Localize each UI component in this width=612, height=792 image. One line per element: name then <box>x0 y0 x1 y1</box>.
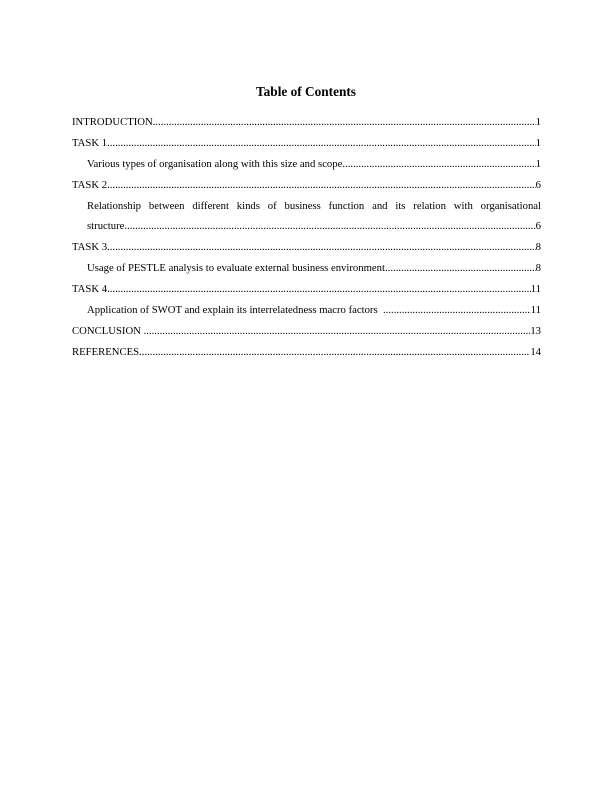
toc-dot-leader <box>153 112 536 133</box>
toc-dot-leader <box>107 237 536 258</box>
toc-dot-leader <box>342 154 535 175</box>
toc-entry-business-function[interactable] <box>72 196 541 238</box>
toc-dot-leader <box>124 216 535 237</box>
toc-page-number: 8 <box>535 262 541 275</box>
toc-page-number: 6 <box>535 178 541 191</box>
toc-page-number: 1 <box>535 157 541 170</box>
toc-page-number: 11 <box>530 304 541 317</box>
toc-entry-label: Usage of PESTLE analysis to evaluate external business environment <box>87 262 385 275</box>
toc-entry-pestle[interactable] <box>72 258 541 279</box>
toc-entry-label: Various types of organisation along with this size and scope <box>87 157 343 170</box>
toc-entry-label: Application of SWOT and explain its interrelatedness macro factors <box>87 304 383 317</box>
toc-entry-label: INTRODUCTION <box>72 116 153 128</box>
toc-page-number: 14 <box>530 345 541 358</box>
toc-entry-conclusion[interactable] <box>72 321 541 342</box>
toc-dot-leader <box>383 300 531 321</box>
toc-dot-leader <box>144 321 531 342</box>
toc-dot-leader <box>107 133 536 154</box>
toc-entry-swot[interactable] <box>72 300 541 321</box>
toc-entry-introduction[interactable] <box>72 112 541 133</box>
toc-dot-leader <box>385 258 536 279</box>
toc-page-number: 6 <box>535 220 541 233</box>
table-of-contents <box>72 112 541 363</box>
toc-entry-label: TASK 3 <box>72 241 108 254</box>
toc-entry-task-2[interactable] <box>72 175 541 196</box>
toc-entry-organisation-types[interactable] <box>72 154 541 175</box>
toc-entry-label: CONCLUSION <box>72 324 144 337</box>
toc-entry-line2 <box>87 216 541 237</box>
toc-page-number: 13 <box>530 324 541 337</box>
toc-entry-label-line2: structure <box>87 220 125 233</box>
toc-entry-references[interactable] <box>72 342 541 363</box>
toc-entry-label: TASK 4 <box>72 283 108 296</box>
toc-page-number: 11 <box>530 283 541 296</box>
toc-page-number: 8 <box>535 241 541 254</box>
toc-entry-task-1[interactable] <box>72 133 541 154</box>
toc-entry-label: REFERENCES <box>72 345 140 358</box>
toc-entry-label-line1: Relationship between different kinds of business function and its relation with organisational <box>87 199 541 212</box>
toc-title: Table of Contents <box>256 84 356 99</box>
toc-page-number: 1 <box>535 136 541 149</box>
toc-dot-leader <box>139 342 530 363</box>
toc-dot-leader <box>107 175 536 196</box>
toc-entry-label: TASK 2 <box>72 178 108 191</box>
toc-dot-leader <box>107 279 531 300</box>
toc-entry-label: TASK 1 <box>72 136 108 149</box>
toc-page-number: 1 <box>535 116 541 128</box>
toc-entry-task-3[interactable] <box>72 237 541 258</box>
toc-entry-task-4[interactable] <box>72 279 541 300</box>
